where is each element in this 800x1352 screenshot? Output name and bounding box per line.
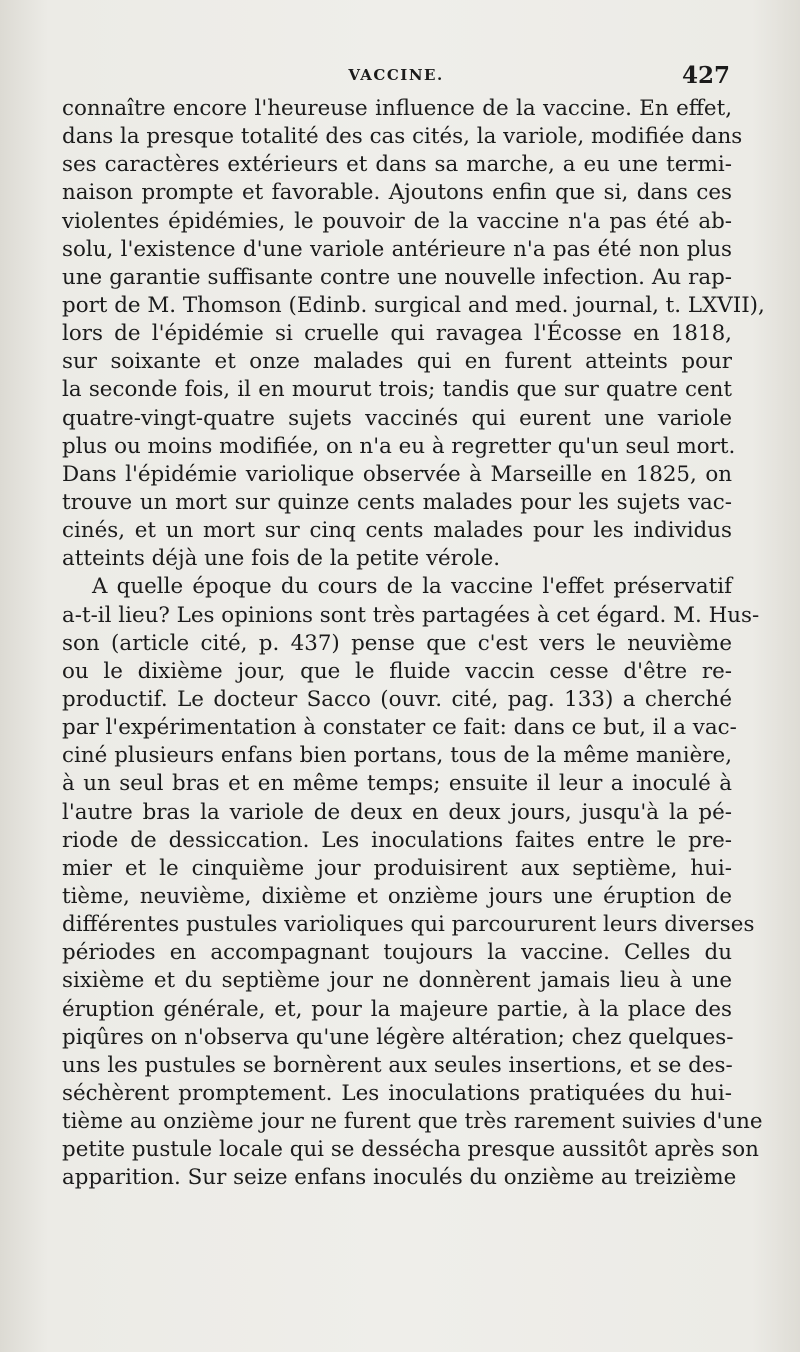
text-line: lors de l'épidémie si cruelle qui ravagea l'Écosse en 1818,: [62, 321, 732, 347]
text-line: A quelle époque du cours de la vaccine l'effet préservatif: [92, 574, 732, 600]
text-line: séchèrent promptement. Les inoculations pratiquées du hui-: [62, 1080, 732, 1106]
text-line: connaître encore l'heureuse influence de la vaccine. En effet,: [62, 96, 732, 121]
text-line: violentes épidémies, le pouvoir de la vaccine n'a pas été ab-: [62, 208, 732, 234]
text-line: une garantie suffisante contre une nouvelle infection. Au rap-: [62, 264, 732, 290]
text-line: naison prompte et favorable. Ajoutons enfin que si, dans ces: [62, 180, 732, 206]
text-line: l'autre bras la variole de deux en deux jours, jusqu'à la pé-: [62, 799, 732, 825]
running-title: VACCINE.: [348, 66, 444, 84]
text-line: quatre-vingt-quatre sujets vaccinés qui eurent une variole: [62, 405, 732, 431]
text-line: périodes en accompagnant toujours la vaccine. Celles du: [62, 940, 732, 966]
text-line: riode de dessiccation. Les inoculations faites entre le pre-: [62, 827, 732, 853]
text-line: trouve un mort sur quinze cents malades pour les sujets vac-: [62, 489, 732, 515]
text-line: piqûres on n'observa qu'une légère altération; chez quelques-: [62, 1024, 734, 1050]
text-line: Dans l'épidémie variolique observée à Marseille en 1825, on: [62, 461, 732, 487]
text-line: ses caractères extérieurs et dans sa marche, a eu une termi-: [62, 152, 732, 178]
text-line: éruption générale, et, pour la majeure partie, à la place des: [62, 996, 732, 1022]
text-line: productif. Le docteur Sacco (ouvr. cité, pag. 133) a cherché: [62, 686, 732, 712]
text-line: ou le dixième jour, que le fluide vaccin cesse d'être re-: [62, 658, 732, 684]
text-line: tième au onzième jour ne furent que très rarement suivies d'une: [62, 1109, 763, 1135]
text-line: uns les pustules se bornèrent aux seules insertions, et se des-: [62, 1052, 733, 1078]
text-line: apparition. Sur seize enfans inoculés du onzième au treizième: [62, 1165, 737, 1191]
text-line: ciné plusieurs enfans bien portans, tous de la même manière,: [62, 743, 732, 769]
text-line: a-t-il lieu? Les opinions sont très partagées à cet égard. M. Hus-: [62, 602, 760, 628]
text-line: sixième et du septième jour ne donnèrent jamais lieu à une: [62, 968, 732, 994]
page-number: 427: [681, 62, 730, 89]
text-line: par l'expérimentation à constater ce fait: dans ce but, il a vac-: [62, 715, 737, 741]
text-line: petite pustule locale qui se desséchа presque aussitôt après son: [62, 1137, 759, 1163]
text-line: son (article cité, p. 437) pense que c'est vers le neuvième: [62, 630, 732, 656]
text-line: solu, l'existence d'une variole antérieure n'a pas été non plus: [62, 236, 732, 262]
text-line: tième, neuvième, dixième et onzième jours une éruption de: [62, 883, 732, 909]
text-line: la seconde fois, il en mourut trois; tandis que sur quatre cent: [62, 377, 732, 403]
text-line: mier et le cinquième jour produisirent aux septième, hui-: [62, 855, 732, 881]
text-line: cinés, et un mort sur cinq cents malades pour les individus: [62, 518, 732, 544]
text-line: dans la presque totalité des cas cités, la variole, modifiée dans: [62, 124, 743, 150]
text-line: atteints déjà une fois de la petite vérole.: [62, 546, 501, 572]
page-header: [62, 62, 730, 94]
text-line: différentes pustules varioliques qui parcoururent leurs diverses: [62, 912, 755, 938]
text-line: à un seul bras et en même temps; ensuite il leur a inoculé à: [62, 771, 732, 797]
text-line: plus ou moins modifiée, on n'a eu à regretter qu'un seul mort.: [62, 433, 736, 459]
text-line: port de M. Thomson (Edinb. surgical and med. journal, t. LXVII),: [62, 292, 765, 318]
text-line: sur soixante et onze malades qui en furent atteints pour: [62, 349, 732, 375]
body-text: [62, 95, 765, 1192]
